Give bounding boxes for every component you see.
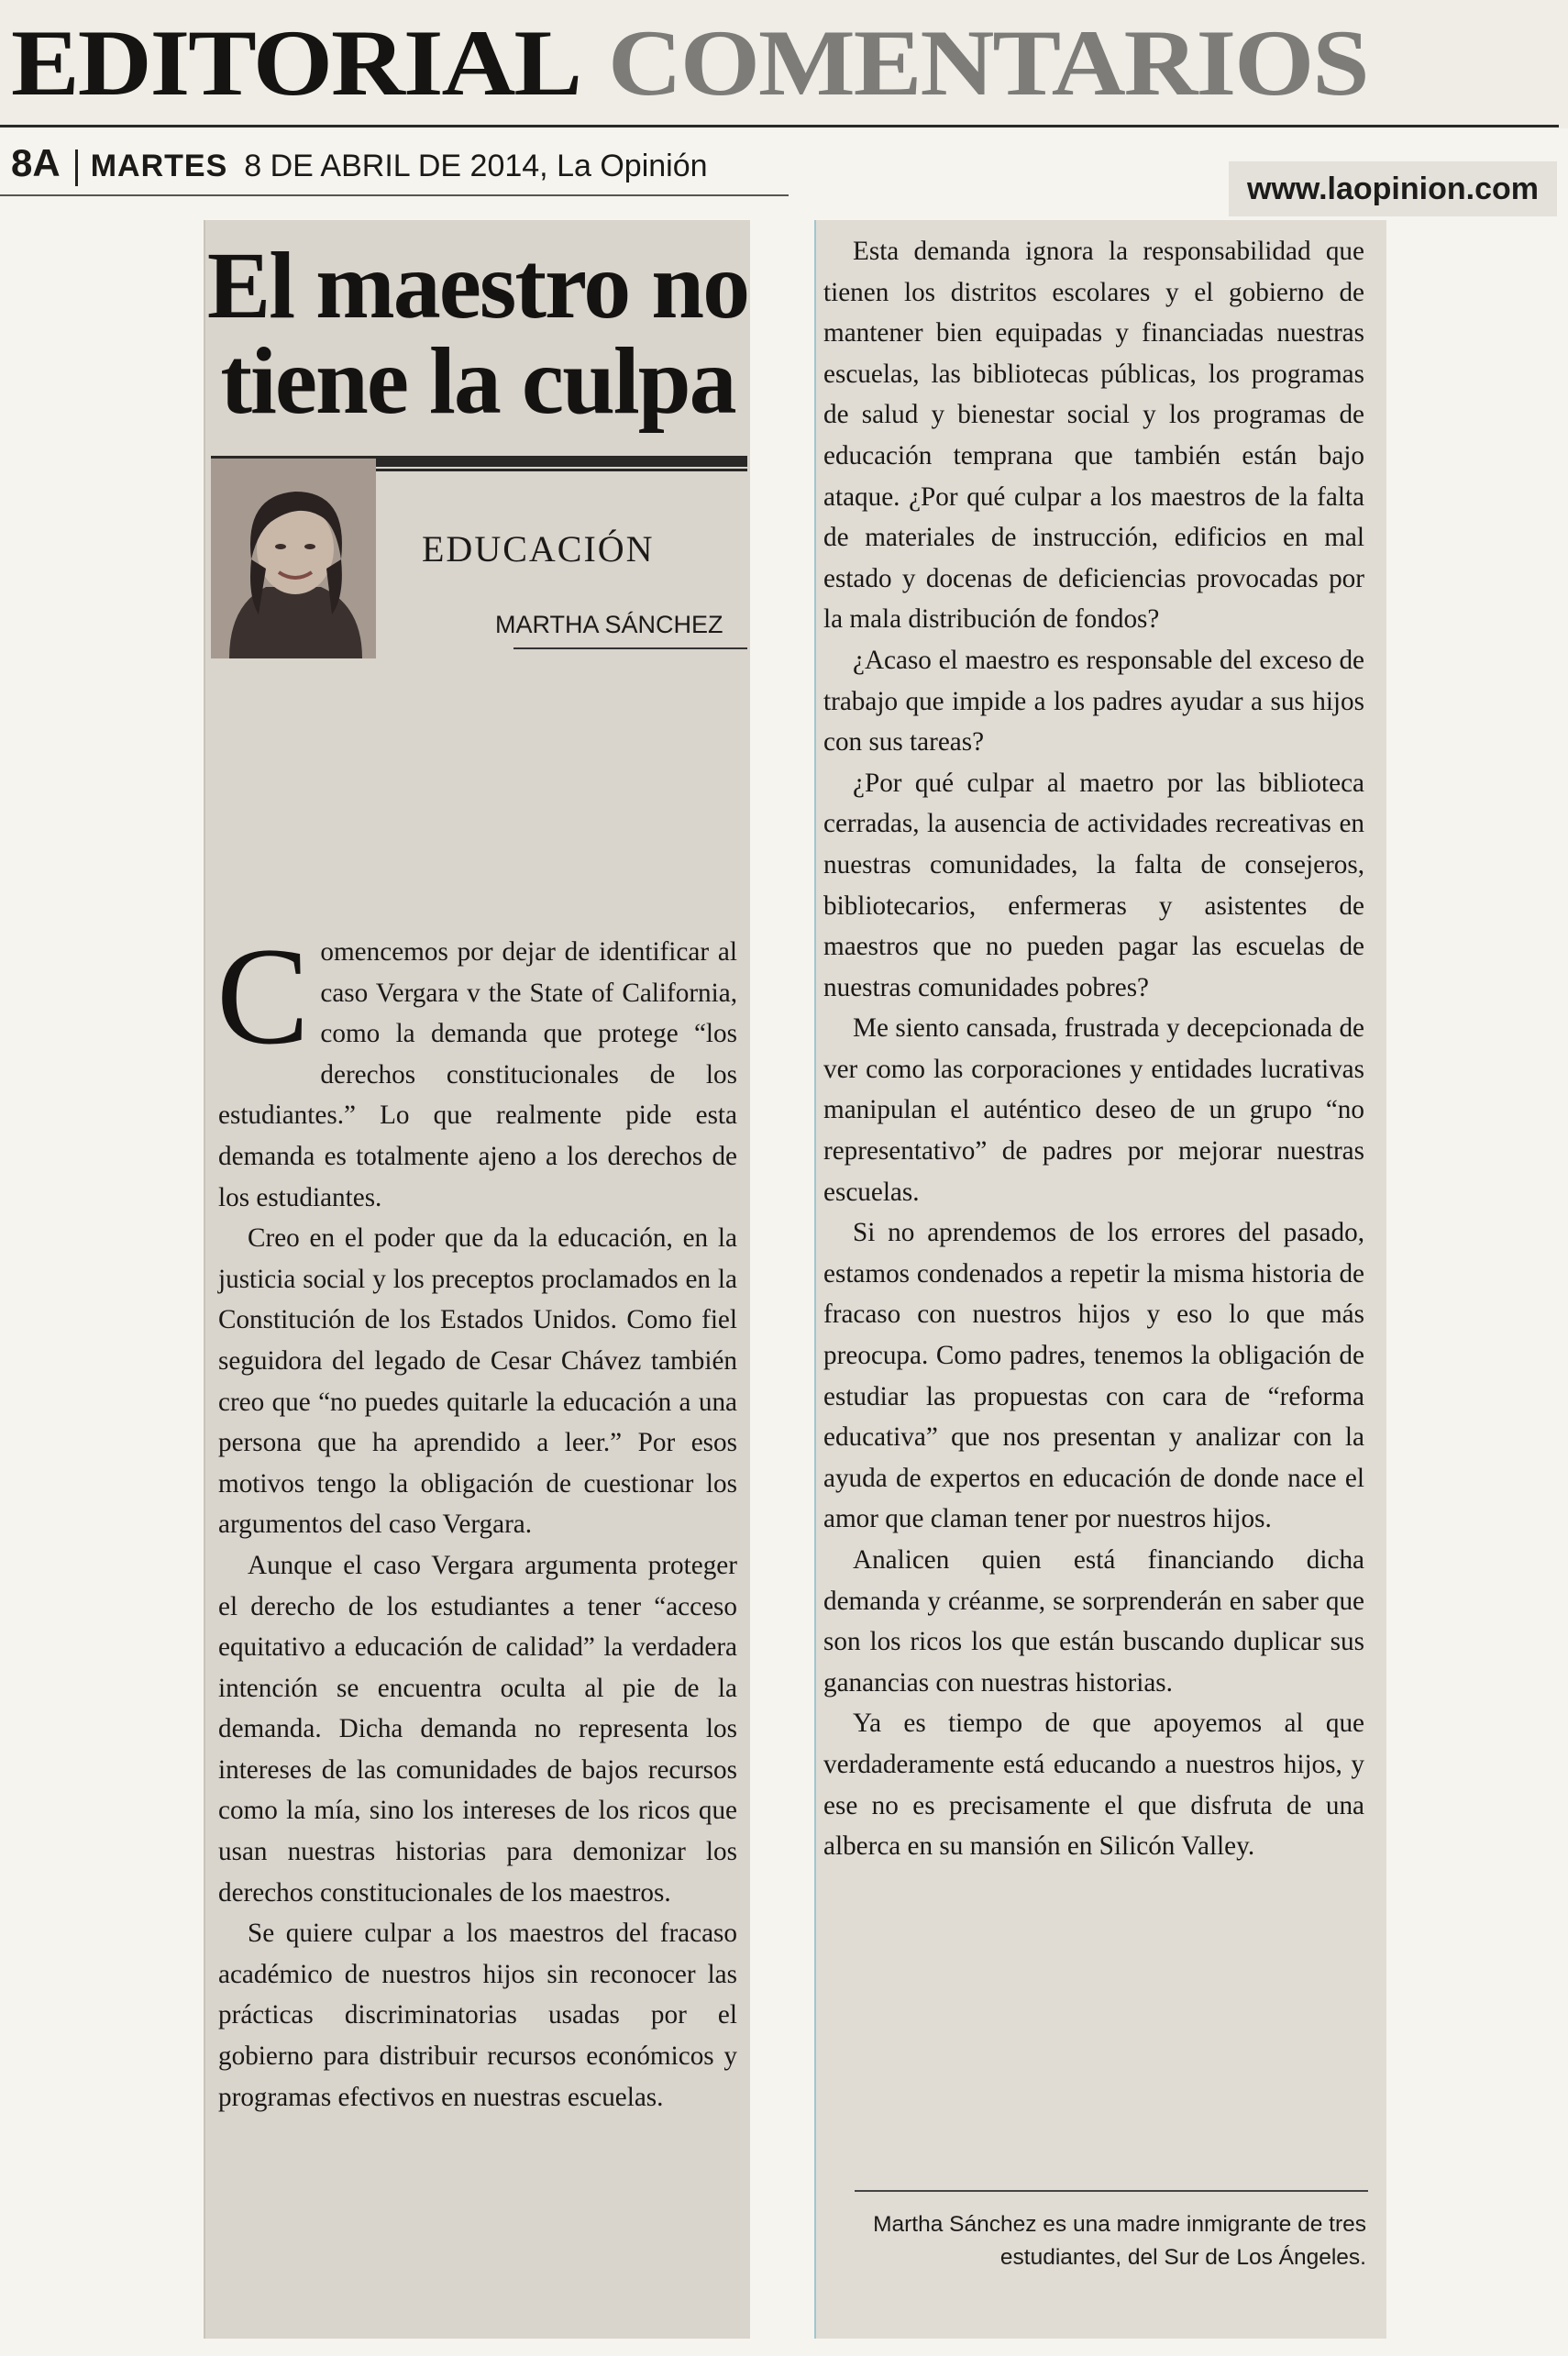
dateline bbox=[11, 138, 708, 193]
dateline-date: 8 DE ABRIL DE 2014, La Opinión bbox=[244, 149, 708, 183]
paragraph-7: ¿Por qué culpar al maetro por las biblioteca cerradas, la ausencia de actividades recreativas en nuestras comunidades, la falta de consejeros, bibliotecarios, enfermeras y asistentes de maestros que no pueden pagar las escuelas de nuestras comunidades pobres? bbox=[823, 768, 1364, 1002]
section-label: EDUCACIÓN bbox=[422, 528, 655, 570]
page-number: 8A bbox=[11, 141, 61, 184]
paragraph-8: Me siento cansada, frustrada y decepcionada de ver como las corporaciones y entidades lucrativas manipulan el auténtico deseo de un grupo “no representativo” de padres por mejorar nuestras escuelas. bbox=[823, 1013, 1364, 1207]
paragraph-11: Ya es tiempo de que apoyemos al que verdaderamente está educando a nuestros hijos, y ese no es precisamente el que disfruta de una alberca en su mansión en Silicón Valley. bbox=[823, 1709, 1364, 1862]
paragraph-4: Se quiere culpar a los maestros del fracaso académico de nuestros hijos sin reconocer las prácticas discriminatorias usadas por el gobierno para distribuir recursos económicos y programas efectivos en nuestras escuelas. bbox=[218, 1919, 737, 2112]
paragraph-5: Esta demanda ignora la responsabilidad que tienen los distritos escolares y el gobierno de mantener bien equipadas y financiadas nuestras escuelas, las bibliotecas públicas, los programas de salud y bienestar social y los programas de educación temprana que también están bajo ataque. ¿Por qué culpar a los maestros de la falta de materiales de instrucción, edificios en mal estado y docenas de deficiencias provocadas por la mala distribución de fondos? bbox=[823, 237, 1364, 635]
paragraph-3: Aunque el caso Vergara argumenta proteger el derecho de los estudiantes a tener “acceso equitativo a educación de calidad” la verdadera intención se encuentra oculta al pie de la demanda. Dicha demanda no representa los intereses de las comunidades de bajos recursos como la mía, sino los intereses de los ricos que usan nuestras historias para demonizar los derechos constitucionales de los maestros. bbox=[218, 1550, 737, 1908]
section-title-editorial: EDITORIAL bbox=[11, 11, 581, 116]
paragraph-1 bbox=[216, 919, 737, 1218]
section-title bbox=[11, 13, 1367, 114]
author-tagline: Martha Sánchez es una madre inmigrante de tres estudiantes, del Sur de Los Ángeles. bbox=[873, 2212, 1366, 2270]
dateline-rule bbox=[0, 194, 789, 196]
paragraph-1-text: omencemos por dejar de identificar al caso Vergara v the State of California, como la demanda que protege “los derechos constitucionales de los estudiantes.” Lo que realmente pide esta demanda es totalmente ajeno a los derechos de los estudiantes. bbox=[218, 937, 737, 1212]
author-name: MARTHA SÁNCHEZ bbox=[495, 611, 723, 638]
paragraph-9: Si no aprendemos de los errores del pasado, estamos condenados a repetir la misma historia de fracaso con nuestros hijos y eso lo que más preocupa. Como padres, tenemos la obligación de estudiar las propuestas con cara de “reforma educativa” que nos presentan y analizar con la ayuda de expertos en educación de donde nace el amor que claman tener por nuestros hijos. bbox=[823, 1218, 1364, 1534]
masthead bbox=[0, 0, 1568, 128]
website-url[interactable]: www.laopinion.com bbox=[1229, 161, 1557, 216]
dateline-day: MARTES bbox=[90, 149, 228, 183]
article-body-column-2 bbox=[823, 231, 1364, 2166]
tagline-rule bbox=[855, 2190, 1368, 2192]
paragraph-2: Creo en el poder que da la educación, en la justicia social y los preceptos proclamados en la Constitución de los Estados Unidos. Como fiel seguidora del legado de Cesar Chávez también creo que “no puedes quitarle la educación a una persona que ha aprendido a leer.” Por esos motivos tengo la obligación de cuestionar los argumentos del caso Vergara. bbox=[218, 1223, 737, 1540]
dateline-divider bbox=[75, 149, 78, 186]
drop-cap: C bbox=[216, 919, 310, 1073]
article-body-column-1 bbox=[216, 919, 737, 2331]
author-photo-image bbox=[211, 459, 376, 658]
byline-rule-bottom bbox=[513, 647, 747, 649]
section-title-comentarios: COMENTARIOS bbox=[608, 11, 1368, 116]
masthead-rule bbox=[0, 125, 1559, 127]
headline: El maestro no tiene la culpa bbox=[206, 233, 749, 434]
paragraph-6: ¿Acaso el maestro es responsable del exceso de trabajo que impide a los padres ayudar a sus hijos con sus tareas? bbox=[823, 645, 1364, 758]
paragraph-10: Analicen quien está financiando dicha demanda y créanme, se sorprenderán en saber que son los ricos los que están buscando duplicar sus ganancias con nuestras historias. bbox=[823, 1545, 1364, 1698]
author-photo bbox=[211, 459, 376, 658]
